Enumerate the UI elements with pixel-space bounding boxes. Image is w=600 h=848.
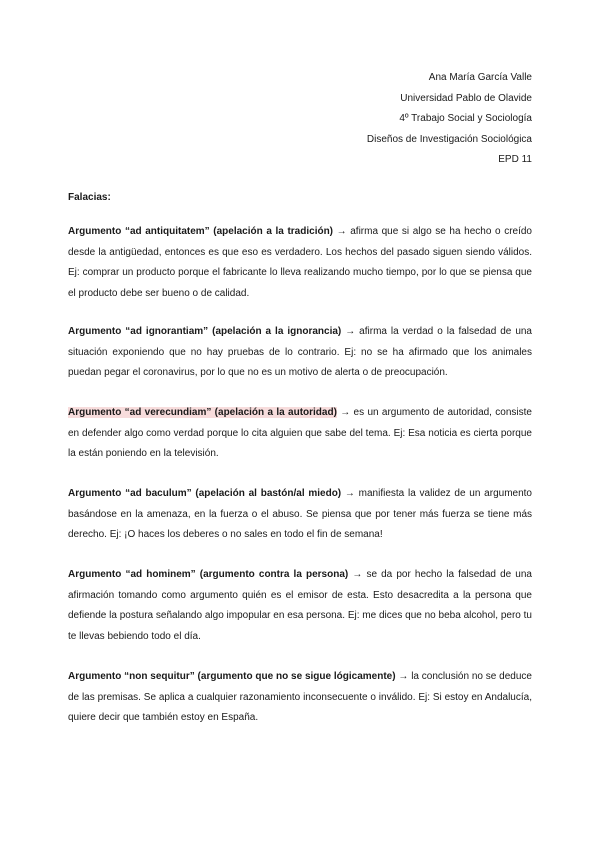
fallacy-description: → manifiesta la validez de un argumento basándose en la amenaza, en la fuerza o el abuso. Se piensa que por tener más fuerza se tiene más derecho. Ej: ¡O haces los deberes o no sales en todo el fin de semana! (68, 488, 532, 540)
fallacy-paragraph (68, 222, 532, 304)
section-title: Falacias: (68, 192, 111, 203)
fallacy-description: → afirma la verdad o la falsedad de una situación exponiendo que no hay pruebas de lo contrario. Ej: no se ha afirmado que los animales puedan pegar el coronavirus, por lo que no es un motivo de alerta o de preocupación. (68, 326, 532, 378)
university-name: Universidad Pablo de Olavide (400, 92, 532, 104)
fallacy-paragraph (68, 403, 532, 465)
fallacy-term: Argumento “ad baculum” (apelación al bastón/al miedo) (68, 488, 342, 499)
document-header (367, 68, 532, 171)
fallacy-paragraph (68, 565, 532, 647)
fallacy-description: → se da por hecho la falsedad de una afirmación tomando como argumento quién es el emisor de esta. Esto desacredita a la persona que defiende la postura señalando algo impopular en esa persona. Ej: me dices que no beba alcohol, pero tu te llevas bebiendo todo el día. (68, 569, 532, 642)
fallacy-paragraph (68, 484, 532, 546)
course-name: Diseños de Investigación Sociológica (366, 133, 532, 145)
fallacy-term: Argumento “ad ignorantiam” (apelación a la ignorancia) (68, 326, 342, 337)
fallacy-term: Argumento “ad antiquitatem” (apelación a la tradición) (68, 226, 334, 237)
fallacy-description: → afirma que si algo se ha hecho o creído desde la antigüedad, entonces es que eso es verdadero. Los hechos del pasado siguen siendo válidos. Ej: comprar un producto porque el fabricante lo lleva realizando mucho tiempo, por lo que se piensa que el producto debe ser bueno o de calidad. (68, 226, 532, 299)
fallacy-paragraph (68, 322, 532, 384)
fallacy-description: → es un argumento de autoridad, consiste en defender algo como verdad porque lo cita alguien que sabe del tema. Ej: Esa noticia es cierta porque la están poniendo en la televisión. (68, 407, 532, 459)
fallacy-term: Argumento “ad hominem” (argumento contra la persona) (68, 569, 349, 580)
fallacy-paragraph (68, 667, 532, 729)
assignment-label: EPD 11 (498, 154, 532, 165)
author-name: Ana María García Valle (428, 72, 532, 83)
fallacy-term-highlighted: Argumento “ad verecundiam” (apelación a la autoridad) (68, 407, 337, 418)
fallacy-term: Argumento “non sequitur” (argumento que no se sigue lógicamente) (68, 671, 396, 682)
degree-name: 4º Trabajo Social y Sociología (399, 113, 532, 124)
fallacy-description: → la conclusión no se deduce de las premisas. Se aplica a cualquier razonamiento inconsecuente o inválido. Ej: Si estoy en Andalucía, quiere decir que también estoy en España. (68, 671, 532, 723)
